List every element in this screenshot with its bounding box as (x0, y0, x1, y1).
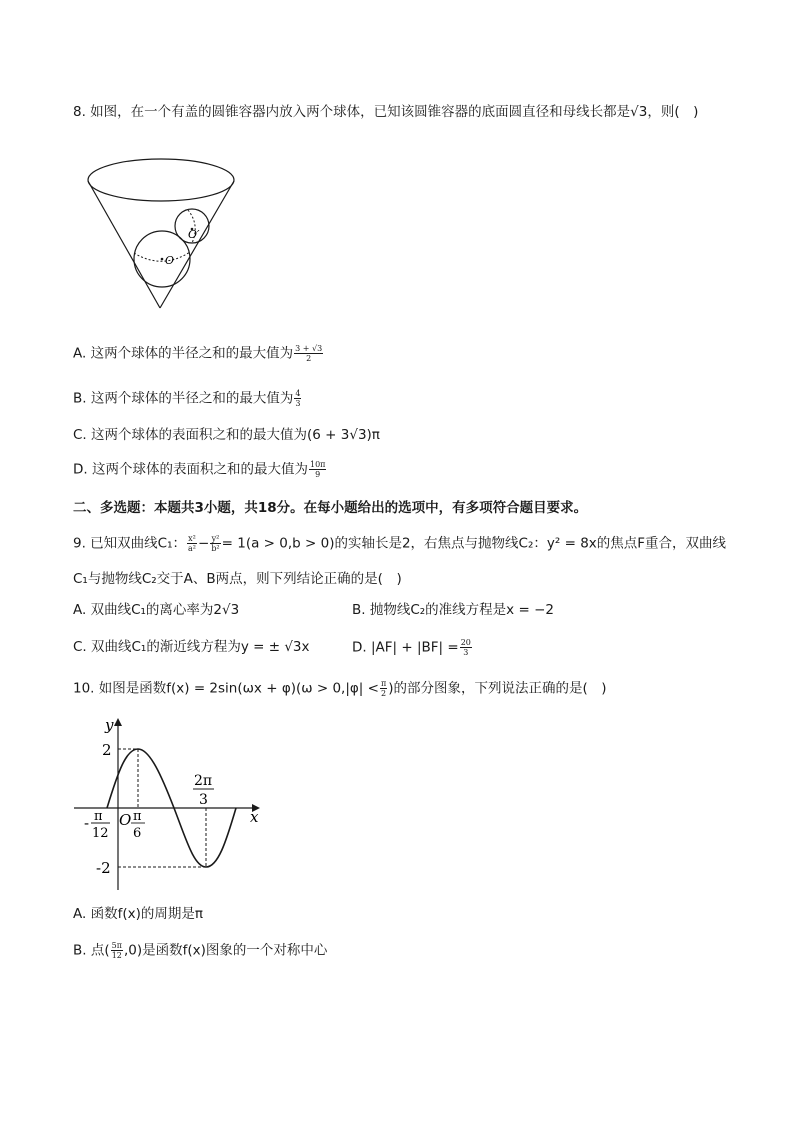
label-o-prime: O′ (188, 228, 200, 241)
q8-option-a: A. 这两个球体的半径之和的最大值为 $\frac{3 + √3}{2}$ (73, 344, 323, 363)
cone-left-side (88, 181, 160, 308)
q10-option-a: A. 函数f(x)的周期是π (73, 906, 203, 922)
sine-graph (70, 712, 270, 897)
section-2-heading: 二、多选题：本题共3小题，共18分。在每小题给出的选项中，有多项符合题目要求。 (73, 500, 588, 516)
x-axis-label: x (250, 808, 259, 826)
tick-neg-pi-12-num: π (94, 809, 103, 824)
q8-option-b: B. 这两个球体的半径之和的最大值为 $\frac{4}{3}$ (73, 389, 301, 408)
tick-pi-6-den: 6 (133, 826, 142, 841)
label-o: O (165, 254, 175, 267)
cone-figure (86, 152, 242, 312)
q10-stem: 10. 如图是函数f(x) = 2sin(ωx + φ)(ω > 0,|φ| < $\frac{\pi}{2}$ )的部分图象，下列说法正确的是( ) (73, 679, 607, 698)
q9-option-b: B. 抛物线C₂的准线方程是x = −2 (352, 602, 554, 618)
tick-neg-pi-12-den: 12 (92, 826, 109, 841)
tick-2pi-3-den: 3 (199, 792, 208, 808)
svg-text:-: - (84, 814, 90, 832)
y-min-label: -2 (96, 859, 111, 877)
origin-label: O (119, 811, 132, 829)
cone-right-side (160, 181, 234, 308)
y-axis-label: y (105, 716, 114, 734)
q9-stem-line2: C₁与抛物线C₂交于A、B两点，则下列结论正确的是( ) (73, 571, 402, 587)
q9-stem-line1: 9. 已知双曲线C₁： $\frac{\text{x²}}{\text{a²}}$ − $\frac{\text{y²}}{\text{b²}}$ = 1(a > 0,b > 0)的实轴长是2，右焦点与抛物线C₂：y² = 8x的焦点F重合，双曲线 (73, 534, 727, 553)
tick-pi-6-num: π (133, 809, 142, 824)
q8-option-c: C. 这两个球体的表面积之和的最大值为(6 + 3√3)π (73, 427, 380, 443)
q8-stem: 8. 如图，在一个有盖的圆锥容器内放入两个球体，已知该圆锥容器的底面圆直径和母线长都是√3，则( ) (73, 104, 699, 120)
cone-top-ellipse (88, 159, 234, 201)
q9-option-c: C. 双曲线C₁的渐近线方程为y = ± √3x (73, 639, 310, 655)
y-axis-arrow (114, 718, 122, 726)
q9-option-d: D. |AF| + |BF| = $\frac{20}{3}$ (352, 638, 471, 657)
q10-option-b: B. 点( $\frac{5\pi}{12}$ ,0)是函数f(x)图象的一个对称中心 (73, 941, 328, 960)
q9-option-a: A. 双曲线C₁的离心率为2√3 (73, 602, 240, 618)
tick-2pi-3-num: 2π (194, 773, 213, 789)
y-max-label: 2 (102, 741, 112, 759)
q8-option-d: D. 这两个球体的表面积之和的最大值为 $\frac{10\pi}{9}$ (73, 460, 326, 479)
